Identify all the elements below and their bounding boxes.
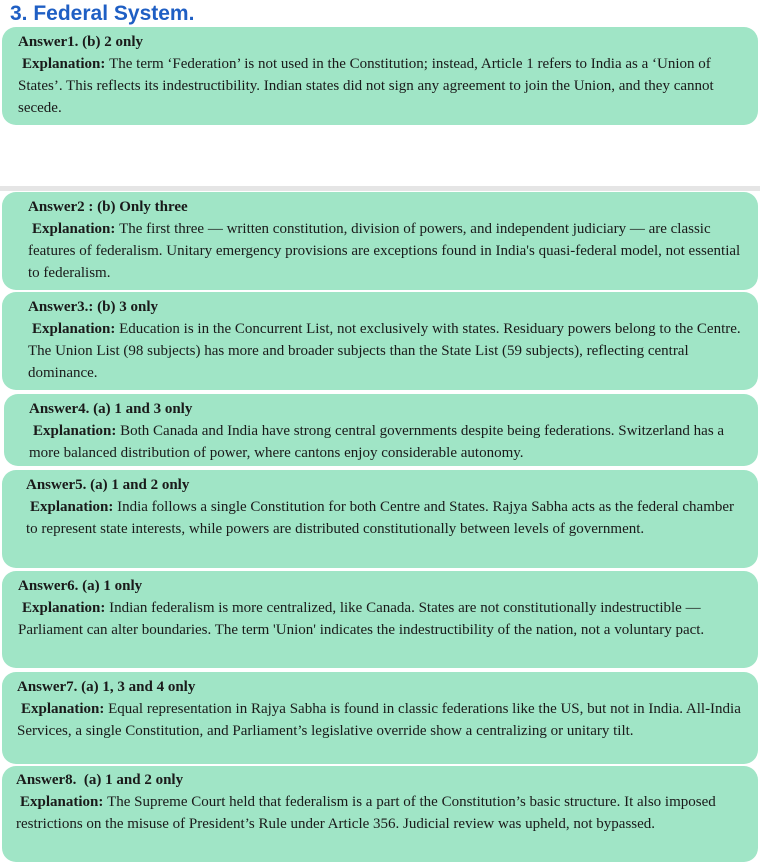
explanation-text: The Supreme Court held that federalism is a part of the Constitution’s basic structure. It also imposed restrictions on the misuse of President’s Rule under Article 356. Judicial review was upheld, not bypassed. [16, 794, 716, 832]
explanation-label: Explanation: [22, 56, 110, 72]
answer-card-5 [2, 470, 758, 568]
answer-card-7 [2, 672, 758, 764]
section-title: 3. Federal System. [10, 2, 195, 25]
explanation-label: Explanation: [30, 499, 118, 515]
answer-heading: Answer3.: (b) 3 only [28, 299, 158, 315]
explanation-label: Explanation: [33, 423, 121, 439]
page-divider [0, 186, 760, 191]
answer-heading: Answer7. (a) 1, 3 and 4 only [17, 679, 196, 695]
explanation-text: India follows a single Constitution for both Centre and States. Rajya Sabha acts as the federal chamber to represent state interests, while powers are distributed constitutionally between levels of government. [26, 499, 735, 537]
explanation-text: Education is in the Concurrent List, not exclusively with states. Residuary powers belong to the Centre. The Union List (98 subjects) has more and broader subjects than the State List (59 subjects), reflecting central dominance. [28, 321, 741, 381]
answer-heading: Answer8. (a) 1 and 2 only [16, 772, 184, 788]
answer-card-2 [2, 192, 758, 290]
explanation-label: Explanation: [21, 701, 109, 717]
explanation-label: Explanation: [20, 794, 108, 810]
answer-card-4 [4, 394, 758, 466]
answer-heading: Answer5. (a) 1 and 2 only [26, 477, 190, 493]
answer-heading: Answer6. (a) 1 only [18, 578, 143, 594]
answer-card-1 [2, 27, 758, 125]
answer-card-8 [2, 766, 758, 862]
explanation-text: The term ‘Federation’ is not used in the Constitution; instead, Article 1 refers to India as a ‘Union of States’. This reflects its indestructibility. Indian states did not sign any agreement to join the Union, and they cannot secede. [18, 56, 714, 116]
answer-card-3 [2, 292, 758, 390]
explanation-label: Explanation: [22, 600, 110, 616]
explanation-text: Both Canada and India have strong central governments despite being federations. Switzerland has a more balanced distribution of power, where cantons enjoy considerable autonomy. [29, 423, 725, 461]
explanation-label: Explanation: [32, 321, 120, 337]
answer-heading: Answer4. (a) 1 and 3 only [29, 401, 193, 417]
explanation-label: Explanation: [32, 221, 120, 237]
explanation-text: Equal representation in Rajya Sabha is found in classic federations like the US, but not in India. All-India Services, a single Constitution, and Parliament’s legislative override show a centralizing or unitary tilt. [17, 701, 741, 739]
explanation-text: Indian federalism is more centralized, like Canada. States are not constitutionally indestructible — Parliament can alter boundaries. The term 'Union' indicates the indestructibility of the nation, not a voluntary pact. [18, 600, 705, 638]
answer-card-6 [2, 571, 758, 668]
explanation-text: The first three — written constitution, division of powers, and independent judiciary — are classic features of federalism. Unitary emergency provisions are exceptions found in India's quasi-federal model, not essential to federalism. [28, 221, 741, 281]
answer-heading: Answer2 : (b) Only three [28, 199, 188, 215]
answer-heading: Answer1. (b) 2 only [18, 34, 144, 50]
